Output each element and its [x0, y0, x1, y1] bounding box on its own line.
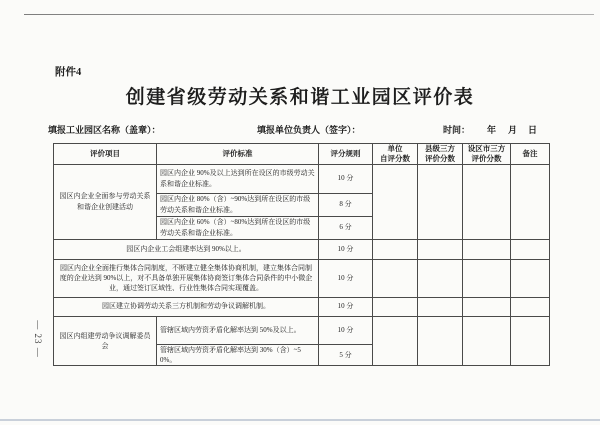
header-self-line2: 自评分数 — [380, 153, 410, 163]
header-rule: 评分规则 — [319, 144, 373, 165]
self-score-cell — [373, 239, 418, 259]
note-cell — [511, 239, 550, 259]
item-cell: 园区内组建劳动争议调解委员会 — [54, 316, 157, 365]
self-score-cell — [373, 164, 418, 239]
park-name-label: 填报工业园区名称（盖章）： — [48, 125, 161, 135]
header-item: 评价项目 — [54, 144, 157, 165]
attachment-label: 附件4 — [55, 67, 82, 78]
table-row — [54, 259, 550, 297]
table-row — [54, 164, 550, 193]
header-county-line2: 评价分数 — [425, 153, 455, 163]
responsible-label: 填报单位负责人（签字）： — [257, 125, 361, 135]
note-cell — [511, 297, 550, 316]
score-cell: 5 分 — [319, 344, 373, 365]
criteria-cell: 园区内企业 90%及以上达到所在设区的市级劳动关系和谐企业标准。 — [157, 164, 319, 193]
scan-top-edge-artifact — [24, 14, 594, 15]
note-cell — [511, 164, 550, 239]
city-score-cell — [463, 259, 511, 297]
table-header-row — [54, 144, 550, 165]
city-score-cell — [463, 297, 511, 316]
self-score-cell — [373, 297, 418, 316]
form-fill-line — [0, 123, 600, 137]
county-score-cell — [418, 316, 463, 365]
item-cell: 园区内企业全面参与劳动关系和谐企业创建活动 — [54, 164, 157, 239]
score-cell: 10 分 — [319, 164, 373, 193]
score-cell: 10 分 — [319, 259, 373, 297]
county-score-cell — [418, 164, 463, 239]
note-cell — [511, 316, 550, 365]
city-score-cell — [463, 164, 511, 239]
evaluation-table — [53, 143, 550, 366]
table-row — [54, 316, 550, 344]
time-label: 时间： — [443, 125, 471, 135]
criteria-cell: 管辖区域内劳资矛盾化解率达到 50%及以上。 — [157, 316, 319, 344]
page-number: — 23 — — [33, 320, 43, 358]
header-county-score — [418, 144, 463, 165]
city-score-cell — [463, 316, 511, 365]
criteria-cell: 园区内企业 60%（含）~80%达到所在设区的市级劳动关系和谐企业标准。 — [157, 216, 319, 239]
criteria-cell: 园区内企业全面推行集体合同制度，不断建立健全集体协商机制，建立集体合同制度的企业达到 90%以上，对不具备单独开展集体协商签订集体合同条件的中小微企业，通过签订区域性、行业性集体合同实现覆盖。 — [54, 259, 319, 297]
page-title: 创建省级劳动关系和谐工业园区评价表 — [125, 87, 475, 108]
criteria-cell: 管辖区域内劳资矛盾化解率达到 30%（含）~50%。 — [157, 344, 319, 365]
header-self-line1: 单位 — [387, 144, 403, 153]
header-city-line2: 评价分数 — [471, 153, 502, 163]
county-score-cell — [418, 239, 463, 259]
header-criteria: 评价标准 — [157, 144, 319, 165]
header-city-line1: 设区市三方 — [467, 144, 506, 153]
header-county-line1: 县级三方 — [425, 144, 455, 153]
criteria-cell: 园区建立协调劳动关系三方机制和劳动争议调解机制。 — [54, 297, 319, 316]
day-label: 日 — [528, 125, 538, 135]
county-score-cell — [418, 259, 463, 297]
table-row — [54, 297, 550, 316]
self-score-cell — [373, 259, 418, 297]
score-cell: 6 分 — [319, 216, 373, 239]
self-score-cell — [373, 316, 418, 365]
city-score-cell — [463, 239, 511, 259]
score-cell: 10 分 — [319, 297, 373, 316]
criteria-cell: 园区内企业工会组建率达到 90%以上。 — [54, 239, 319, 259]
year-label: 年 — [487, 125, 497, 135]
score-cell: 10 分 — [319, 239, 373, 259]
criteria-cell: 园区内企业 80%（含）~90%达到所在设区的市级劳动关系和谐企业标准。 — [157, 193, 319, 216]
header-city-score — [463, 144, 511, 165]
scan-bottom-edge-artifact — [0, 419, 600, 421]
header-self-score — [373, 144, 418, 165]
header-note: 备注 — [511, 144, 550, 165]
month-label: 月 — [508, 125, 518, 135]
score-cell: 10 分 — [319, 316, 373, 344]
table-row — [54, 239, 550, 259]
county-score-cell — [418, 297, 463, 316]
note-cell — [511, 259, 550, 297]
score-cell: 8 分 — [319, 193, 373, 216]
